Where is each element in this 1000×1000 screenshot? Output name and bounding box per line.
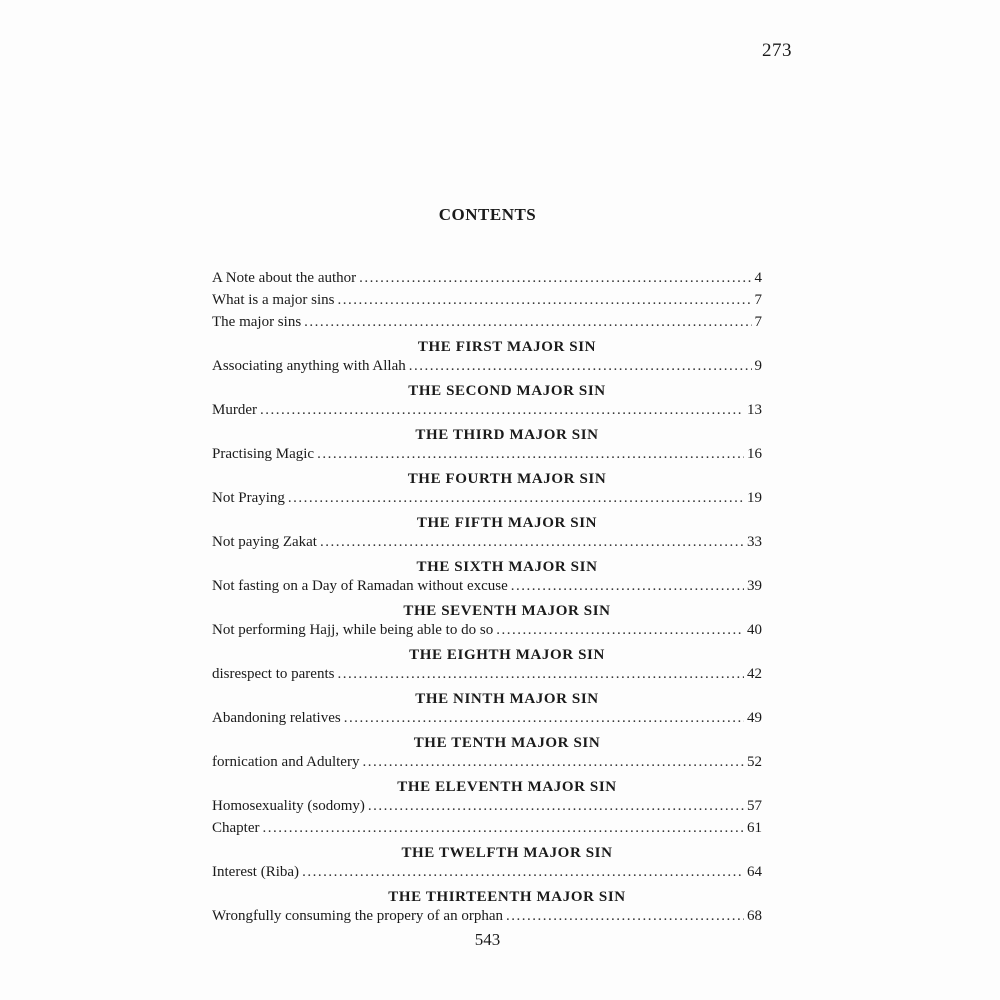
dot-leader bbox=[506, 908, 744, 925]
toc-entry-title: Interest (Riba) bbox=[212, 864, 300, 880]
toc-section-heading: THE NINTH MAJOR SIN bbox=[415, 691, 599, 707]
toc-entry bbox=[212, 666, 762, 688]
toc-entry-page: 4 bbox=[754, 270, 762, 286]
toc-entry-page: 52 bbox=[747, 754, 762, 770]
toc-entry bbox=[212, 820, 762, 842]
toc-section-heading: THE EIGHTH MAJOR SIN bbox=[409, 647, 605, 663]
toc-section-heading: THE TWELFTH MAJOR SIN bbox=[401, 845, 613, 861]
toc-entry-title: The major sins bbox=[212, 314, 302, 330]
toc-entry bbox=[212, 864, 762, 886]
toc-entry-page: 49 bbox=[747, 710, 762, 726]
toc-entry bbox=[212, 754, 762, 776]
toc-entry-page: 19 bbox=[747, 490, 762, 506]
table-of-contents bbox=[212, 270, 762, 930]
toc-section-heading: THE TENTH MAJOR SIN bbox=[413, 735, 601, 751]
toc-entry-title: Not paying Zakat bbox=[212, 534, 317, 550]
toc-section-heading: THE THIRD MAJOR SIN bbox=[415, 427, 599, 443]
toc-entry bbox=[212, 270, 762, 292]
toc-section-heading: THE FOURTH MAJOR SIN bbox=[407, 471, 607, 487]
toc-entry-page: 39 bbox=[747, 578, 762, 594]
toc-entry-page: 7 bbox=[754, 314, 762, 330]
toc-entry-title: Murder bbox=[212, 402, 257, 418]
page-number-bottom: 543 bbox=[474, 930, 501, 949]
toc-entry-page: 33 bbox=[747, 534, 762, 550]
toc-entry-page: 61 bbox=[747, 820, 762, 836]
toc-entry bbox=[212, 446, 762, 468]
dot-leader bbox=[337, 666, 744, 683]
toc-entry bbox=[212, 798, 762, 820]
toc-entry-page: 7 bbox=[754, 292, 762, 308]
page-number-top: 273 bbox=[762, 40, 792, 61]
dot-leader bbox=[304, 314, 751, 331]
toc-section-heading: THE FIFTH MAJOR SIN bbox=[416, 515, 598, 531]
contents-title: CONTENTS bbox=[438, 205, 537, 224]
dot-leader bbox=[337, 292, 751, 309]
toc-entry-page: 40 bbox=[747, 622, 762, 638]
toc-entry-page: 42 bbox=[747, 666, 762, 682]
toc-entry bbox=[212, 578, 762, 600]
toc-section-heading: THE SEVENTH MAJOR SIN bbox=[403, 603, 611, 619]
toc-entry bbox=[212, 710, 762, 732]
dot-leader bbox=[288, 490, 744, 507]
dot-leader bbox=[362, 754, 744, 771]
toc-entry-page: 68 bbox=[747, 908, 762, 924]
toc-entry-title: fornication and Adultery bbox=[212, 754, 360, 770]
toc-entry bbox=[212, 908, 762, 930]
dot-leader bbox=[320, 534, 744, 551]
toc-entry bbox=[212, 490, 762, 512]
toc-entry-title: Not fasting on a Day of Ramadan without excuse bbox=[212, 578, 508, 594]
toc-entry-title: disrespect to parents bbox=[212, 666, 335, 682]
toc-entry-page: 16 bbox=[747, 446, 762, 462]
toc-section-heading: THE SIXTH MAJOR SIN bbox=[416, 559, 598, 575]
dot-leader bbox=[511, 578, 744, 595]
toc-entry-title: Not performing Hajj, while being able to do so bbox=[212, 622, 494, 638]
toc-entry-page: 13 bbox=[747, 402, 762, 418]
toc-section-heading: THE SECOND MAJOR SIN bbox=[408, 383, 606, 399]
toc-entry bbox=[212, 358, 762, 380]
toc-section-heading: THE FIRST MAJOR SIN bbox=[417, 339, 597, 355]
dot-leader bbox=[260, 402, 744, 419]
toc-entry bbox=[212, 402, 762, 424]
dot-leader bbox=[344, 710, 744, 727]
dot-leader bbox=[409, 358, 752, 375]
toc-entry-title: A Note about the author bbox=[212, 270, 357, 286]
toc-entry-title: Homosexuality (sodomy) bbox=[212, 798, 365, 814]
dot-leader bbox=[359, 270, 751, 287]
toc-section-heading: THE ELEVENTH MAJOR SIN bbox=[397, 779, 617, 795]
toc-entry bbox=[212, 314, 762, 336]
toc-entry-page: 57 bbox=[747, 798, 762, 814]
toc-entry bbox=[212, 534, 762, 556]
toc-entry-title: Wrongfully consuming the propery of an orphan bbox=[212, 908, 503, 924]
toc-entry-page: 64 bbox=[747, 864, 762, 880]
dot-leader bbox=[317, 446, 744, 463]
toc-entry-title: Practising Magic bbox=[212, 446, 315, 462]
toc-entry-title: Chapter bbox=[212, 820, 260, 836]
dot-leader bbox=[262, 820, 744, 837]
dot-leader bbox=[302, 864, 744, 881]
toc-entry bbox=[212, 292, 762, 314]
dot-leader bbox=[496, 622, 744, 639]
toc-entry bbox=[212, 622, 762, 644]
toc-entry-title: Not Praying bbox=[212, 490, 285, 506]
toc-entry-title: Abandoning relatives bbox=[212, 710, 341, 726]
toc-entry-title: Associating anything with Allah bbox=[212, 358, 406, 374]
dot-leader bbox=[368, 798, 744, 815]
toc-entry-title: What is a major sins bbox=[212, 292, 335, 308]
toc-entry-page: 9 bbox=[754, 358, 762, 374]
toc-section-heading: THE THIRTEENTH MAJOR SIN bbox=[388, 889, 626, 905]
